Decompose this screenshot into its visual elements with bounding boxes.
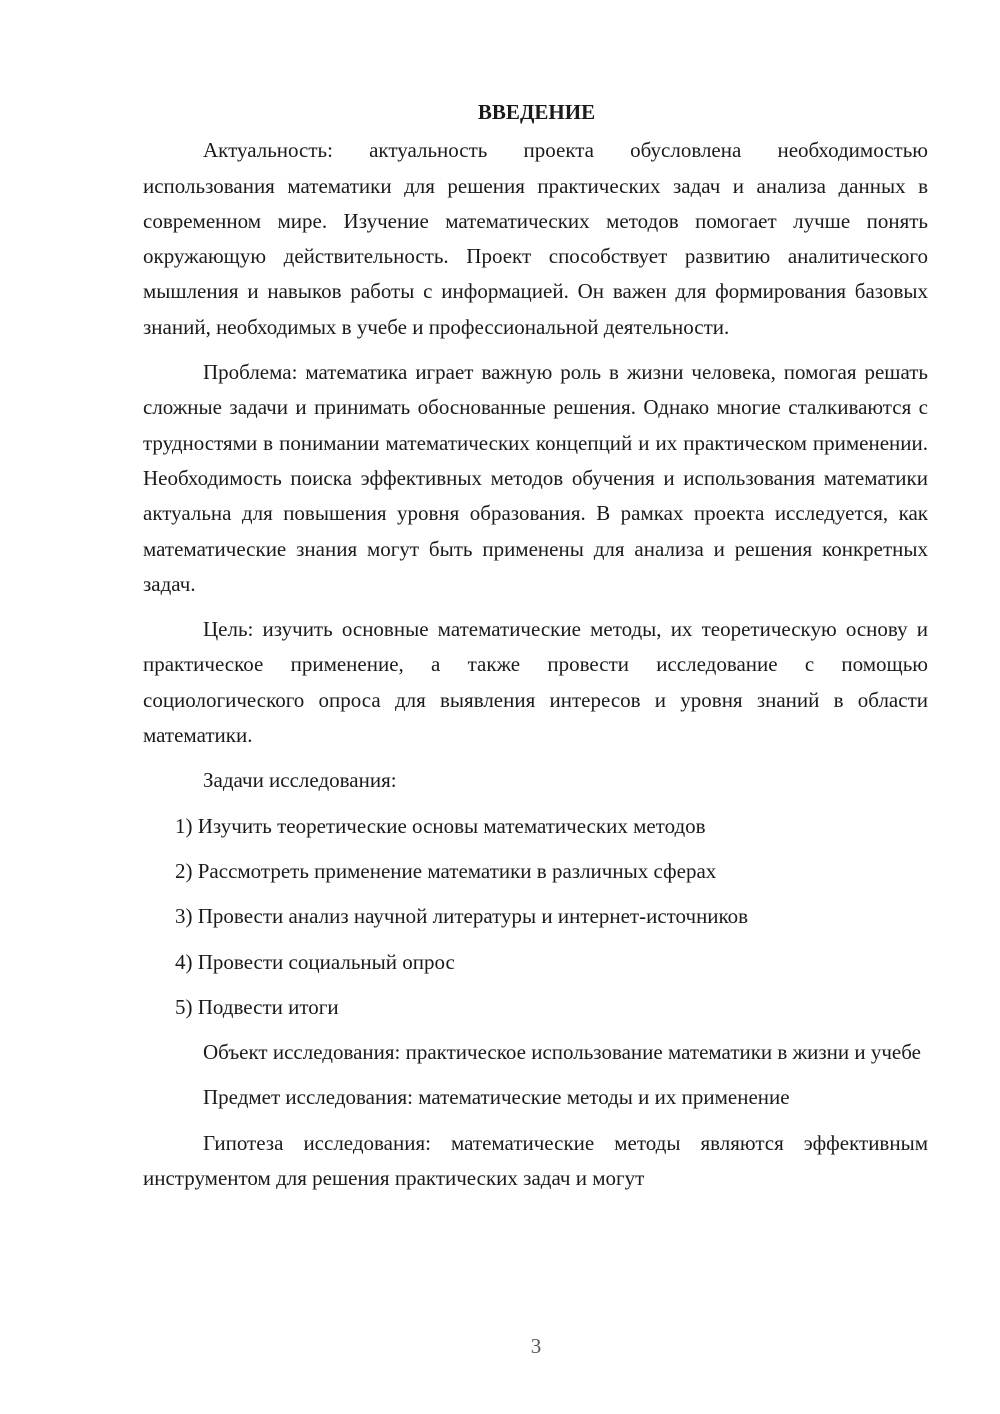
- section-title: ВВЕДЕНИЕ: [477, 100, 596, 124]
- tasks-heading: Задачи исследования:: [203, 768, 397, 793]
- relevance-paragraph: Актуальность: актуальность проекта обусловлена необходимостью использования математики для решения практических задач и анализа данных в современном мире. Изучение математических методов помогает лучше понять окружающую действительность. Проект способствует развитию аналитического мышления и навыков работы с информацией. Он важен для формирования базовых знаний, необходимых в учебе и профессиональной деятельности.: [143, 138, 928, 339]
- page-number: 3: [530, 1334, 542, 1358]
- list-item: 5) Подвести итоги: [175, 994, 339, 1019]
- page-body: [143, 95, 928, 1206]
- list-item: 2) Рассмотреть применение математики в различных сферах: [175, 858, 717, 883]
- goal-paragraph: Цель: изучить основные математические методы, их теоретическую основу и практическое применение, а также провести исследование с помощью социологического опроса для выявления интересов и уровня знаний в области математики.: [143, 617, 928, 748]
- list-item: 1) Изучить теоретические основы математических методов: [175, 813, 706, 838]
- tasks-list: [143, 809, 928, 1025]
- object-paragraph: Объект исследования: практическое использование математики в жизни и учебе: [203, 1040, 921, 1065]
- problem-paragraph: Проблема: математика играет важную роль в жизни человека, помогая решать сложные задачи и принимать обоснованные решения. Однако многие сталкиваются с трудностями в понимании математических концепций и их практическом применении. Необходимость поиска эффективных методов обучения и использования математики актуальна для повышения уровня образования. В рамках проекта исследуется, как математические знания могут быть применены для анализа и решения конкретных задач.: [143, 360, 928, 596]
- hypothesis-paragraph: Гипотеза исследования: математические методы являются эффективным инструментом для решения практических задач и могут: [143, 1130, 928, 1191]
- subject-paragraph: Предмет исследования: математические методы и их применение: [203, 1085, 790, 1110]
- list-item: 4) Провести социальный опрос: [175, 949, 455, 974]
- list-item: 3) Провести анализ научной литературы и интернет-источников: [175, 904, 749, 929]
